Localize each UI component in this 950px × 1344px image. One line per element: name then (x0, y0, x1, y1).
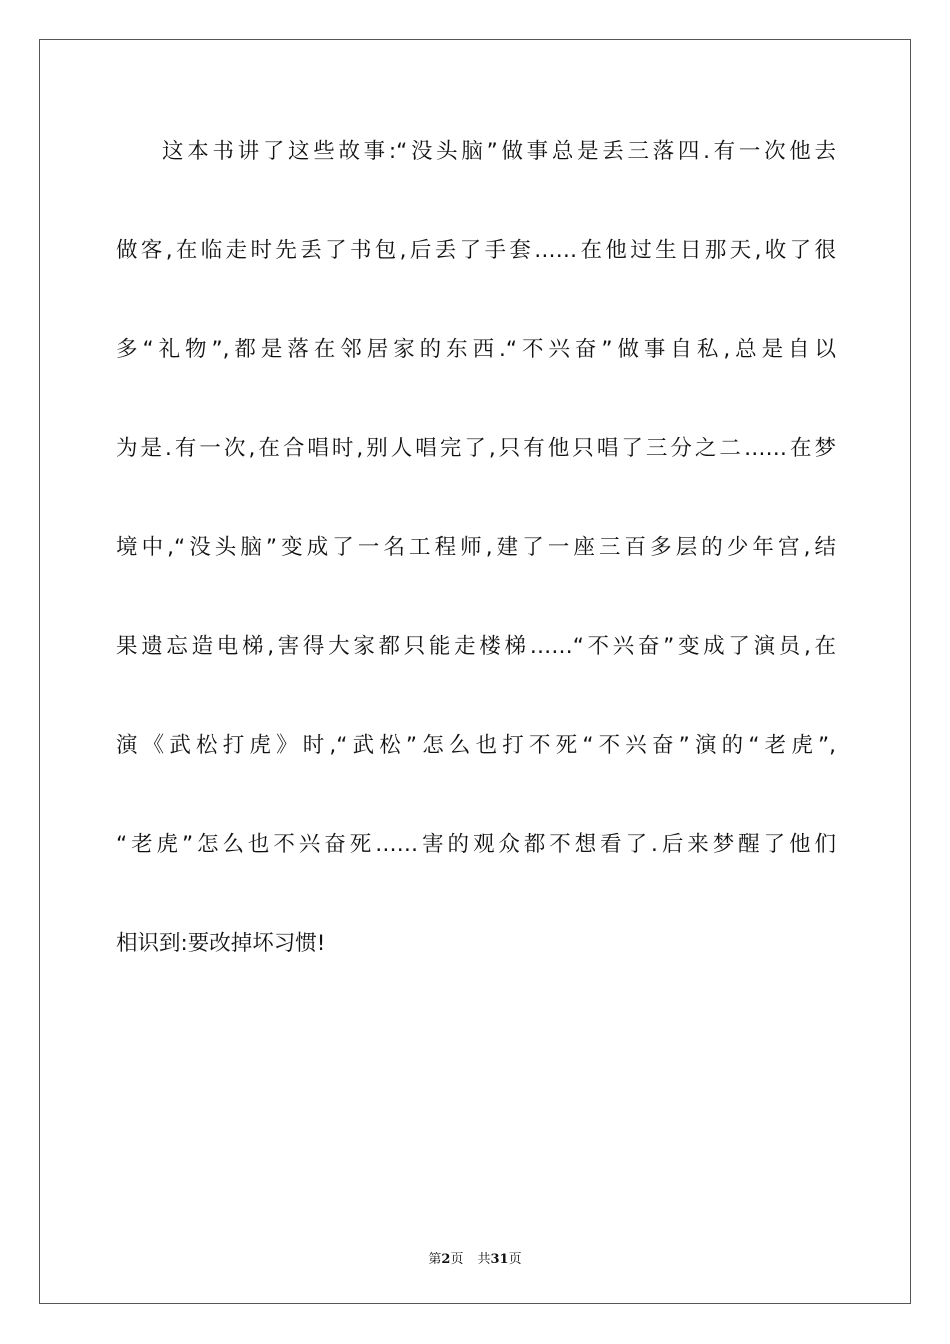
text-line: 做客,在临走时先丢了书包,后丢了手套……在他过生日那天,收了很 (116, 238, 836, 263)
text-line: 这本书讲了这些故事:“没头脑”做事总是丢三落四.有一次他去 (162, 139, 836, 164)
total-pages: 31 (490, 1252, 509, 1267)
text-line: 相识到:要改掉坏习惯! (116, 931, 326, 956)
total-suffix: 页 (508, 1252, 522, 1267)
total-prefix: 共 (477, 1252, 491, 1267)
text-line: “老虎”怎么也不兴奋死……害的观众都不想看了.后来梦醒了他们 (116, 832, 836, 857)
text-line: 演《武松打虎》时,“武松”怎么也打不死“不兴奋”演的“老虎”, (116, 733, 836, 758)
body-paragraph (116, 125, 836, 1016)
page-footer (0, 1248, 950, 1267)
page-suffix: 页 (450, 1252, 464, 1267)
text-line: 为是.有一次,在合唱时,别人唱完了,只有他只唱了三分之二……在梦 (116, 436, 836, 461)
page-prefix: 第 (428, 1252, 442, 1267)
page-number: 2 (441, 1252, 451, 1267)
text-line: 境中,“没头脑”变成了一名工程师,建了一座三百多层的少年宫,结 (116, 535, 836, 560)
text-line: 多“礼物”,都是落在邻居家的东西.“不兴奋”做事自私,总是自以 (116, 337, 836, 362)
text-line: 果遗忘造电梯,害得大家都只能走楼梯……“不兴奋”变成了演员,在 (116, 634, 836, 659)
